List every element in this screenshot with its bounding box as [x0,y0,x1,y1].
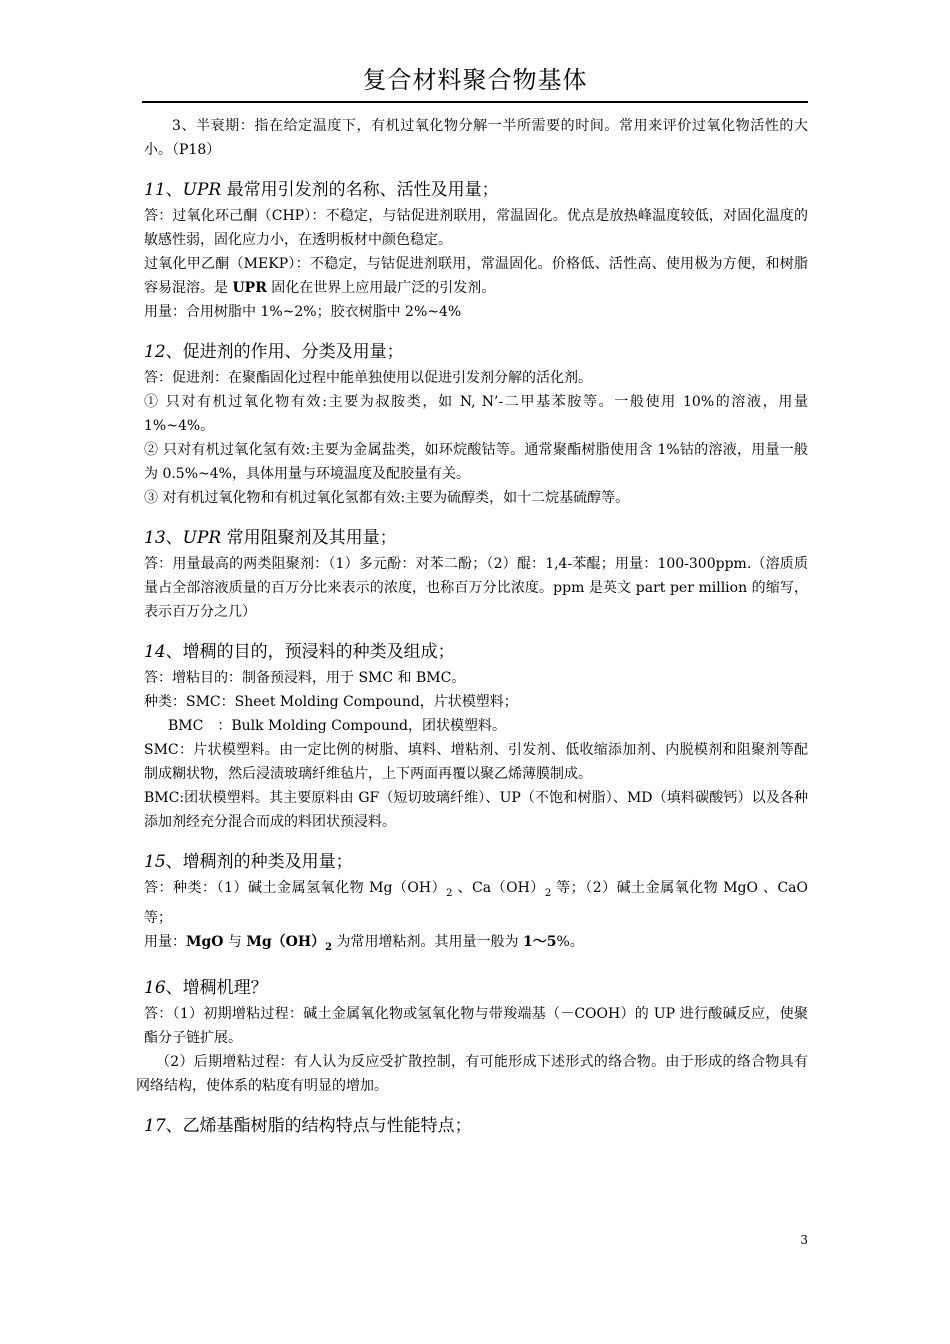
answer-text: 用量： [144,933,186,950]
question-11-heading [144,178,808,202]
question-title: 最常用引发剂的名称、活性及用量； [221,180,499,200]
answer-list-item: ② 只对有机过氧化氢有效:主要为金属盐类，如环烷酸钴等。通常聚酯树脂使用含 1%钴的溶液，用量一般为 0.5%~4%，具体用量与环境温度及配胶量有关。 [144,442,808,482]
section-q17 [144,1114,808,1138]
question-14-heading [144,640,808,664]
answer-bold-term: UPR [232,280,267,296]
question-number: 11 [144,180,166,200]
question-number: 13 [144,528,166,548]
answer-text: 、Ca（OH） [452,880,545,896]
question-17-heading [144,1114,808,1138]
answer-paragraph: （2）后期增粘过程：有人认为反应受扩散控制，有可能形成下述形式的络合物。由于形成的络合物具有网络结构，使体系的粘度有明显的增加。 [136,1053,808,1094]
answer-paragraph: 答：促进剂：在聚酯固化过程中能单独使用以促进引发剂分解的活化剂。 [144,370,592,386]
section-q16 [136,976,808,1098]
answer-text: 与 [223,933,247,950]
answer-paragraph: 种类：SMC：Sheet Molding Compound，片状模塑料； [144,694,518,710]
question-title: 、增稠的目的，预浸料的种类及组成； [165,642,455,662]
question-title: 、增稠机理？ [165,977,268,998]
answer-text: 过氧化甲乙酮（MEKP）：不稳定，与钴促进剂联用，常温固化。价格低、活性高、使用极为方便，和树脂容易混溶。是 [144,256,808,296]
section-q15 [144,850,808,960]
question-title: 、增稠剂的种类及用量； [165,852,353,872]
page-header-title: 复合材料聚合物基体 [362,66,588,94]
answer-paragraph: SMC：片状模塑料。由一定比例的树脂、填料、增粘剂、引发剂、低收缩添加剂、内脱模剂和阻聚剂等配制成糊状物，然后浸渍玻璃纤维毡片，上下两面再覆以聚乙烯薄膜制成。 [144,742,808,782]
question-separator: 、 [165,528,183,548]
question-number: 16 [144,977,166,998]
subscript: 2 [446,887,453,899]
answer-list-item: ① 只对有机过氧化物有效:主要为叔胺类，如 N, N’-二甲基苯胺等。一般使用 10%的溶液，用量 1%~4%。 [144,394,808,434]
question-number: 15 [144,852,166,872]
answer-paragraph: BMC:团状模塑料。其主要原料由 GF（短切玻璃纤维）、UP（不饱和树脂）、MD（填料碳酸钙）以及各种添加剂经充分混合而成的料团状预浸料。 [144,790,808,830]
question-number: 14 [144,642,166,662]
section-q14 [144,640,808,834]
question-title: 常用阻聚剂及其用量； [221,528,397,548]
question-upr-term: UPR [182,180,222,200]
intro-paragraph: 3、半衰期：指在给定温度下，有机过氧化物分解一半所需要的时间。常用来评价过氧化物活性的大小。（P18） [144,118,808,158]
answer-paragraph: 用量：合用树脂中 1%~2%；胶衣树脂中 2%~4% [144,304,462,320]
subscript: 2 [544,887,552,899]
answer-text: 为常用增粘剂。其用量一般为 [332,933,523,950]
subscript: 2 [325,941,333,953]
section-q11 [144,178,808,324]
question-upr-term: UPR [182,528,222,548]
answer-text: %。 [556,933,584,950]
answer-paragraph [144,930,808,960]
answer-paragraph [144,876,808,930]
answer-text: 固化在世界上应用最广泛的引发剂。 [266,280,496,296]
answer-paragraph: 答：过氧化环己酮（CHP）：不稳定，与钴促进剂联用，常温固化。优点是放热峰温度较低，对固化温度的敏感性弱，固化应力小，在透明板材中颜色稳定。 [144,208,808,248]
answer-bold-term: 1～5 [522,933,557,950]
question-16-heading [144,976,808,1000]
question-13-heading [144,526,808,550]
answer-paragraph [144,252,808,300]
answer-text: 答：种类：（1）碱土金属氢氧化物 Mg（OH） [144,880,447,896]
question-number: 17 [144,1115,166,1136]
question-title: 、乙烯基酯树脂的结构特点与性能特点； [165,1115,472,1136]
document-body [136,114,809,1140]
answer-bold-term: Mg（OH） [246,933,326,950]
question-15-heading [144,850,808,874]
question-separator: 、 [165,180,183,200]
section-q13 [144,526,808,624]
answer-bold-term: MgO [186,933,224,950]
question-12-heading [144,340,808,364]
question-title: 、促进剂的作用、分类及用量； [165,342,404,362]
question-number: 12 [144,342,166,362]
header-divider [142,101,808,103]
page-number: 3 [800,1233,808,1247]
answer-paragraph: 答：（1）初期增粘过程：碱土金属氧化物或氢氧化物与带羧端基（－COOH）的 UP 进行酸碱反应，使聚酯分子链扩展。 [144,1005,808,1046]
answer-paragraph: BMC ：Bulk Molding Compound，团状模塑料。 [168,718,506,734]
answer-paragraph: 答：增粘目的：制备预浸料，用于 SMC 和 BMC。 [144,670,466,686]
answer-text: 等；（2）碱土金属氧化物 MgO 、CaO 等； [144,880,809,926]
answer-list-item: ③ 对有机过氧化物和有机过氧化氢都有效:主要为硫醇类，如十二烷基硫醇等。 [144,490,630,506]
answer-paragraph: 答：用量最高的两类阻聚剂：（1）多元酚：对苯二酚；（2）醌：1,4-苯醌；用量：100-300ppm.（溶质质量占全部溶液质量的百万分比来表示的浓度，也称百万分比浓度。ppm 是英文 part per million 的缩写，表示百万分之几） [144,556,808,620]
section-q12 [144,340,808,510]
